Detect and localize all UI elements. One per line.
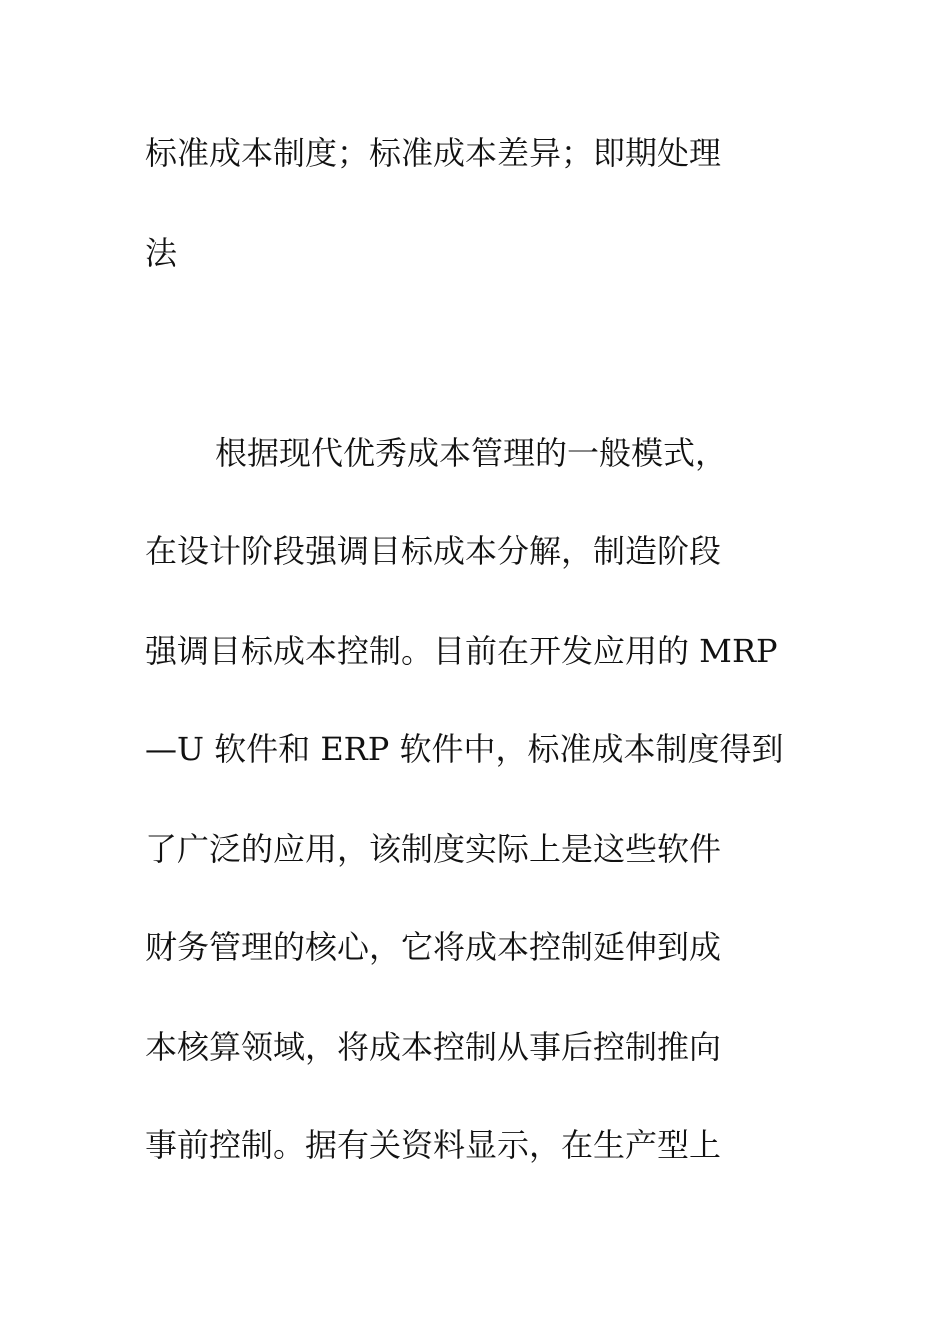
paragraph-line: 强调目标成本控制。目前在开发应用的 MRP (145, 632, 778, 670)
paragraph-line: 根据现代优秀成本管理的一般模式， (215, 434, 728, 472)
paragraph-line: —U 软件和 ERP 软件中，标准成本制度得到 (145, 730, 784, 768)
paragraph-line: 财务管理的核心，它将成本控制延伸到成 (145, 928, 722, 966)
keywords-line-1: 标准成本制度；标准成本差异；即期处理 (145, 134, 722, 172)
paragraph-line: 在设计阶段强调目标成本分解，制造阶段 (145, 532, 722, 570)
paragraph-line: 事前控制。据有关资料显示，在生产型上 (145, 1126, 722, 1164)
keywords-line-2: 法 (145, 234, 178, 272)
paragraph-line: 本核算领域，将成本控制从事后控制推向 (145, 1028, 722, 1066)
paragraph-line: 了广泛的应用，该制度实际上是这些软件 (145, 830, 722, 868)
